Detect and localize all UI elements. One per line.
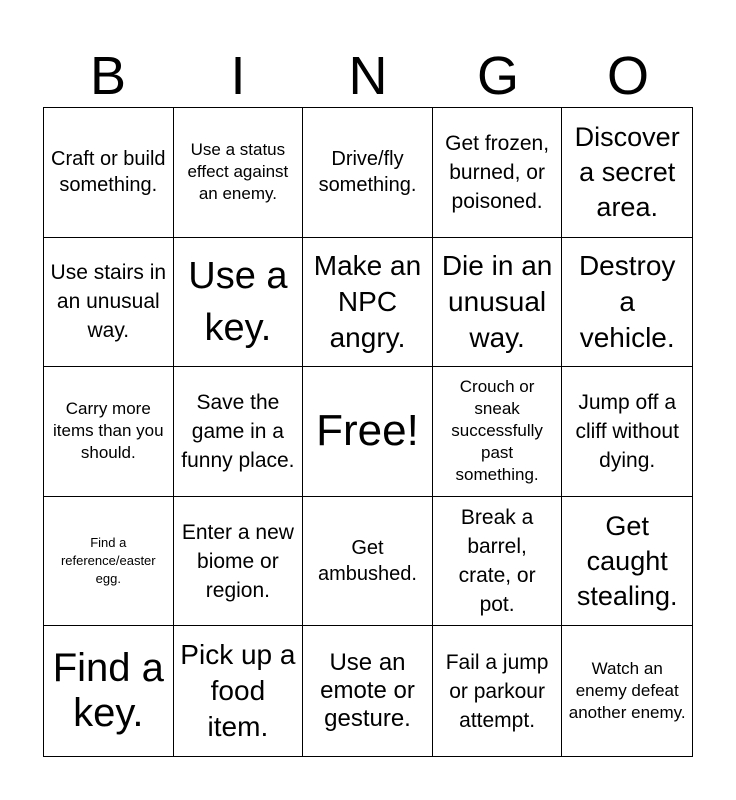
cell-label: Pick up a food item.: [180, 639, 296, 743]
bingo-cell[interactable]: [174, 367, 304, 497]
cell-label: Crouch or sneak successfully past something.: [451, 377, 543, 485]
cell-label: Use an emote or gesture.: [320, 649, 415, 733]
cell-label: Jump off a cliff without dying.: [575, 390, 679, 472]
bingo-cell[interactable]: [303, 238, 433, 368]
cell-label: Find a reference/easter egg.: [60, 535, 156, 587]
cell-label: Save the game in a funny place.: [181, 390, 295, 472]
bingo-cell[interactable]: [433, 367, 563, 497]
cell-label: Make an NPC angry.: [313, 249, 422, 353]
cell-label: Drive/fly something.: [318, 148, 417, 197]
bingo-cell[interactable]: [174, 497, 304, 627]
bingo-cell[interactable]: [433, 626, 563, 756]
header-letter-i: I: [230, 46, 246, 106]
cell-label: Break a barrel, crate, or pot.: [458, 506, 536, 617]
cell-label: Get frozen, burned, or poisoned.: [445, 131, 550, 213]
bingo-header: [43, 44, 693, 108]
bingo-cell[interactable]: [44, 108, 174, 238]
bingo-cell[interactable]: [433, 108, 563, 238]
bingo-cell[interactable]: [562, 108, 692, 238]
bingo-cell[interactable]: [174, 108, 304, 238]
bingo-board: [43, 107, 693, 757]
bingo-cell[interactable]: [303, 367, 433, 497]
cell-label: Use stairs in an unusual way.: [50, 261, 167, 343]
bingo-cell[interactable]: [562, 626, 692, 756]
cell-label: Discover a secret area.: [574, 121, 680, 222]
cell-label: Craft or build something.: [51, 148, 166, 197]
bingo-cell[interactable]: [433, 238, 563, 368]
cell-label: Use a key.: [188, 254, 288, 349]
bingo-cell[interactable]: [562, 497, 692, 627]
cell-label: Enter a new biome or region.: [181, 520, 294, 602]
bingo-cell[interactable]: [303, 108, 433, 238]
header-letter-o: O: [606, 46, 649, 106]
cell-label: Fail a jump or parkour attempt.: [445, 650, 549, 732]
cell-label: Carry more items than you should.: [53, 399, 164, 463]
bingo-cell[interactable]: [44, 626, 174, 756]
bingo-cell[interactable]: [174, 626, 304, 756]
free-space: Free!: [316, 406, 419, 456]
cell-label: Find a key.: [52, 646, 164, 736]
bingo-cell[interactable]: [562, 367, 692, 497]
bingo-cell[interactable]: [433, 497, 563, 627]
cell-label: Use a status effect against an enemy.: [187, 140, 289, 204]
bingo-cell[interactable]: [44, 367, 174, 497]
cell-label: Watch an enemy defeat another enemy.: [568, 659, 686, 723]
cell-label: Get caught stealing.: [576, 510, 678, 611]
bingo-cell[interactable]: [303, 497, 433, 627]
bingo-cell[interactable]: [174, 238, 304, 368]
bingo-cell[interactable]: [562, 238, 692, 368]
cell-label: Get ambushed.: [318, 537, 417, 586]
header-letter-g: G: [476, 46, 519, 106]
cell-label: Die in an unusual way.: [441, 249, 553, 353]
bingo-cell[interactable]: [44, 238, 174, 368]
header-letter-n: N: [348, 46, 388, 106]
bingo-cell[interactable]: [303, 626, 433, 756]
cell-label: Destroy a vehicle.: [578, 249, 676, 353]
header-letter-b: B: [89, 46, 127, 106]
bingo-cell[interactable]: [44, 497, 174, 627]
